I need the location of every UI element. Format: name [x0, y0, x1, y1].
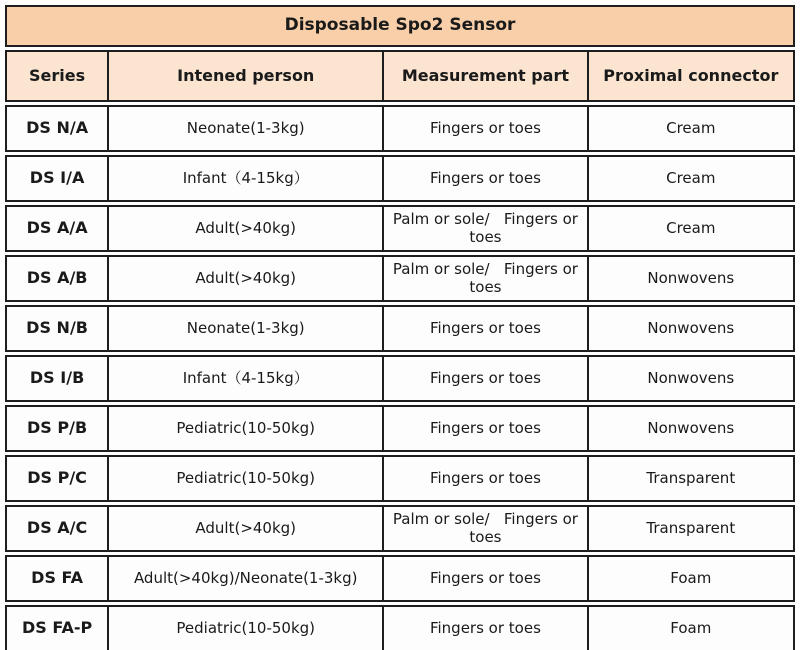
- measurement-part-cell: Fingers or toes: [384, 407, 588, 450]
- proximal-connector-cell: Nonwovens: [647, 368, 735, 387]
- proximal-connector-cell: Transparent: [646, 468, 736, 487]
- series-cell: DS I/A: [7, 157, 109, 200]
- table-row: [5, 455, 795, 502]
- table-title: Disposable Spo2 Sensor: [284, 15, 516, 36]
- column-header-proximal-connector: Proximal connector: [589, 52, 793, 100]
- table-header-row: [5, 50, 795, 102]
- table-row: [5, 605, 795, 650]
- series-cell: DS FA: [7, 557, 109, 600]
- proximal-connector-cell: Cream: [666, 168, 716, 187]
- proximal-connector-cell: Transparent: [646, 518, 736, 537]
- series-cell: DS A/B: [7, 257, 109, 300]
- intened-person-cell: Neonate(1-3kg): [109, 107, 384, 150]
- table-row: [5, 205, 795, 252]
- series-cell: DS A/A: [7, 207, 109, 250]
- proximal-connector-cell: Foam: [670, 618, 712, 637]
- intened-person-cell: Pediatric(10-50kg): [109, 407, 384, 450]
- proximal-connector-cell: Nonwovens: [647, 418, 735, 437]
- column-header-intened-person: Intened person: [109, 52, 384, 100]
- intened-person-cell: Adult(>40kg): [109, 257, 384, 300]
- series-cell: DS A/C: [7, 507, 109, 550]
- measurement-part-cell: Palm or sole/ Fingers or toes: [384, 257, 588, 300]
- intened-person-cell: Pediatric(10-50kg): [109, 607, 384, 650]
- measurement-part-cell: Fingers or toes: [384, 607, 588, 650]
- proximal-connector-cell: Nonwovens: [647, 268, 735, 287]
- measurement-part-cell: Fingers or toes: [384, 357, 588, 400]
- measurement-part-cell: Fingers or toes: [384, 307, 588, 350]
- measurement-part-cell: Palm or sole/ Fingers or toes: [384, 507, 588, 550]
- series-cell: DS P/B: [7, 407, 109, 450]
- measurement-part-cell: Fingers or toes: [384, 107, 588, 150]
- table-row: [5, 105, 795, 152]
- table-row: [5, 155, 795, 202]
- intened-person-cell: Infant（4-15kg）: [109, 157, 384, 200]
- table-row: [5, 505, 795, 552]
- measurement-part-cell: Fingers or toes: [384, 157, 588, 200]
- table-row: [5, 555, 795, 602]
- series-cell: DS FA-P: [7, 607, 109, 650]
- column-header-series: Series: [7, 52, 109, 100]
- measurement-part-cell: Palm or sole/ Fingers or toes: [384, 207, 588, 250]
- proximal-connector-cell: Cream: [666, 218, 716, 237]
- intened-person-cell: Neonate(1-3kg): [109, 307, 384, 350]
- measurement-part-cell: Fingers or toes: [384, 457, 588, 500]
- intened-person-cell: Infant（4-15kg）: [109, 357, 384, 400]
- intened-person-cell: Adult(>40kg): [109, 207, 384, 250]
- table-row: [5, 255, 795, 302]
- series-cell: DS P/C: [7, 457, 109, 500]
- table-row: [5, 405, 795, 452]
- intened-person-cell: Pediatric(10-50kg): [109, 457, 384, 500]
- proximal-connector-cell: Foam: [670, 568, 712, 587]
- table-row: [5, 305, 795, 352]
- series-cell: DS N/B: [7, 307, 109, 350]
- intened-person-cell: Adult(>40kg)/Neonate(1-3kg): [109, 557, 384, 600]
- proximal-connector-cell: Cream: [666, 118, 716, 137]
- proximal-connector-cell: Nonwovens: [647, 318, 735, 337]
- table-title-row: [5, 5, 795, 47]
- measurement-part-cell: Fingers or toes: [384, 557, 588, 600]
- column-header-measurement-part: Measurement part: [384, 52, 588, 100]
- series-cell: DS I/B: [7, 357, 109, 400]
- intened-person-cell: Adult(>40kg): [109, 507, 384, 550]
- series-cell: DS N/A: [7, 107, 109, 150]
- table-row: [5, 355, 795, 402]
